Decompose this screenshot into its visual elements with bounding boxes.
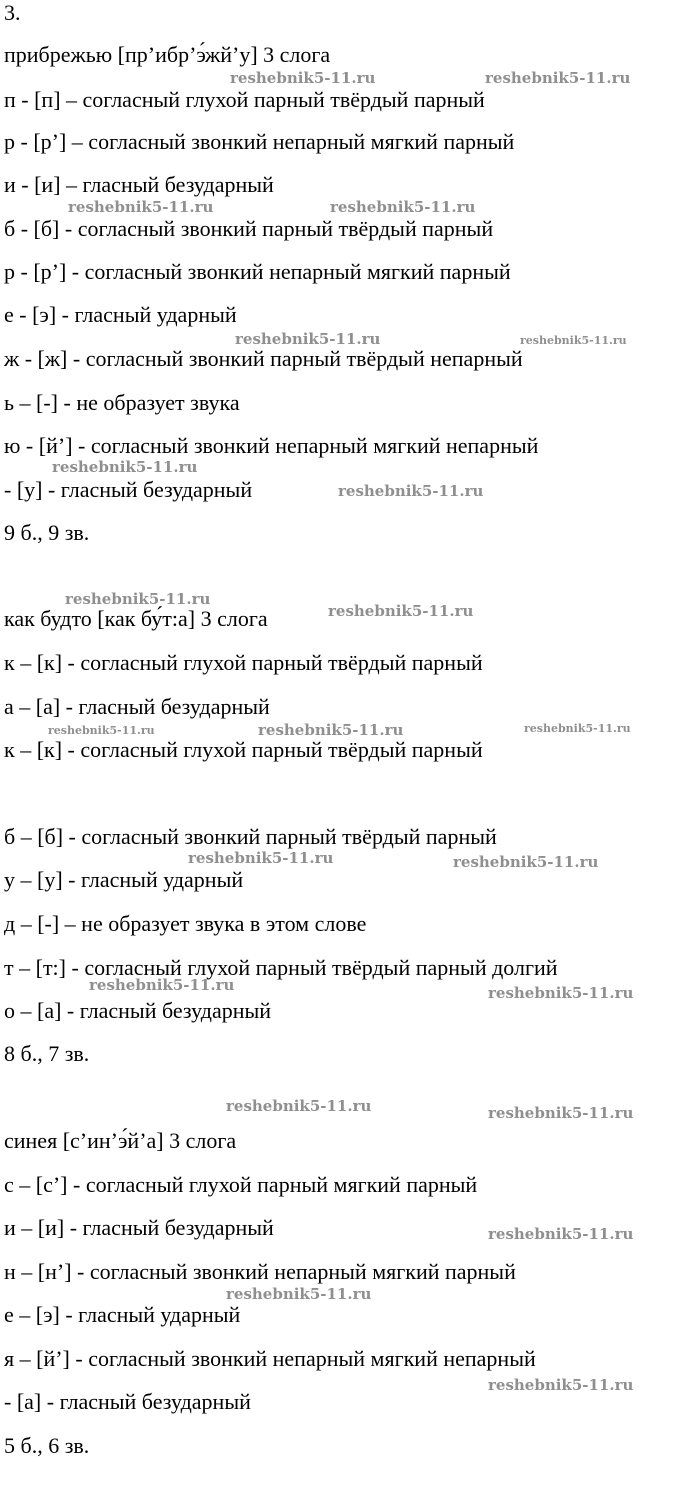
letter-line: - [а] - гласный безударный: [4, 1389, 251, 1414]
letter-line: к – [к] - согласный глухой парный твёрдый парный: [4, 737, 483, 762]
letter-line: д – [-] – не образует звука в этом слове: [4, 911, 367, 936]
word-header: как будто [как бу́т:а] 3 слога: [4, 606, 268, 631]
watermark-text: reshebnik5-11.ru: [68, 198, 214, 216]
letter-line: у – [у] - гласный ударный: [4, 867, 244, 892]
word-header: прибрежью [пр’ибр’э́жй’у] 3 слога: [4, 42, 331, 67]
letter-line: т – [т:] - согласный глухой парный твёрдый парный долгий: [4, 955, 558, 980]
letter-line: ю - [й’] - согласный звонкий непарный мягкий непарный: [4, 433, 539, 458]
letter-line: о – [а] - гласный безударный: [4, 998, 272, 1023]
watermark-text: reshebnik5-11.ru: [488, 984, 634, 1002]
watermark-text: reshebnik5-11.ru: [89, 976, 235, 994]
watermark-text: reshebnik5-11.ru: [230, 69, 376, 87]
letter-line: а – [а] - гласный безударный: [4, 694, 270, 719]
watermark-text: reshebnik5-11.ru: [226, 1097, 372, 1115]
word-summary: 9 б., 9 зв.: [4, 520, 90, 545]
letter-line: р - [р’] - согласный звонкий непарный мягкий парный: [4, 259, 511, 284]
letter-line: б - [б] - согласный звонкий парный твёрдый парный: [4, 216, 494, 241]
letter-line: - [у] - гласный безударный: [4, 477, 253, 502]
word-summary: 8 б., 7 зв.: [4, 1041, 90, 1066]
letter-line: ж - [ж] - согласный звонкий парный твёрдый непарный: [4, 346, 523, 371]
watermark-text: reshebnik5-11.ru: [338, 482, 484, 500]
watermark-text: reshebnik5-11.ru: [52, 458, 198, 476]
watermark-text: reshebnik5-11.ru: [65, 590, 211, 608]
watermark-text: reshebnik5-11.ru: [188, 849, 334, 867]
watermark-text: reshebnik5-11.ru: [453, 853, 599, 871]
word-header: синея [с’ин’э́й’а] 3 слога: [4, 1128, 237, 1153]
letter-line: с – [с’] - согласный глухой парный мягкий парный: [4, 1172, 478, 1197]
letter-line: е - [э] - гласный ударный: [4, 302, 237, 327]
watermark-text: reshebnik5-11.ru: [520, 334, 627, 347]
letter-line: и - [и] – гласный безударный: [4, 172, 274, 197]
watermark-text: reshebnik5-11.ru: [488, 1376, 634, 1394]
watermark-text: reshebnik5-11.ru: [226, 1285, 372, 1303]
letter-line: и – [и] - гласный безударный: [4, 1215, 274, 1240]
letter-line: б – [б] - согласный звонкий парный твёрдый парный: [4, 824, 497, 849]
watermark-text: reshebnik5-11.ru: [328, 602, 474, 620]
letter-line: е – [э] - гласный ударный: [4, 1302, 241, 1327]
letter-line: п - [п] – согласный глухой парный твёрдый парный: [4, 87, 485, 112]
watermark-text: reshebnik5-11.ru: [488, 1225, 634, 1243]
watermark-text: reshebnik5-11.ru: [258, 721, 404, 739]
watermark-text: reshebnik5-11.ru: [48, 724, 155, 737]
word-summary: 5 б., 6 зв.: [4, 1433, 90, 1458]
watermark-text: reshebnik5-11.ru: [235, 330, 381, 348]
letter-line: н – [н’] - согласный звонкий непарный мягкий парный: [4, 1259, 516, 1284]
letter-line: ь – [-] - не образует звука: [4, 390, 240, 415]
section-number: 3.: [4, 0, 21, 25]
watermark-text: reshebnik5-11.ru: [330, 198, 476, 216]
letter-line: к – [к] - согласный глухой парный твёрдый парный: [4, 650, 483, 675]
letter-line: р - [р’] – согласный звонкий непарный мягкий парный: [4, 129, 515, 154]
watermark-text: reshebnik5-11.ru: [524, 722, 631, 735]
watermark-text: reshebnik5-11.ru: [485, 69, 631, 87]
watermark-text: reshebnik5-11.ru: [488, 1104, 634, 1122]
letter-line: я – [й’] - согласный звонкий непарный мягкий непарный: [4, 1346, 536, 1371]
